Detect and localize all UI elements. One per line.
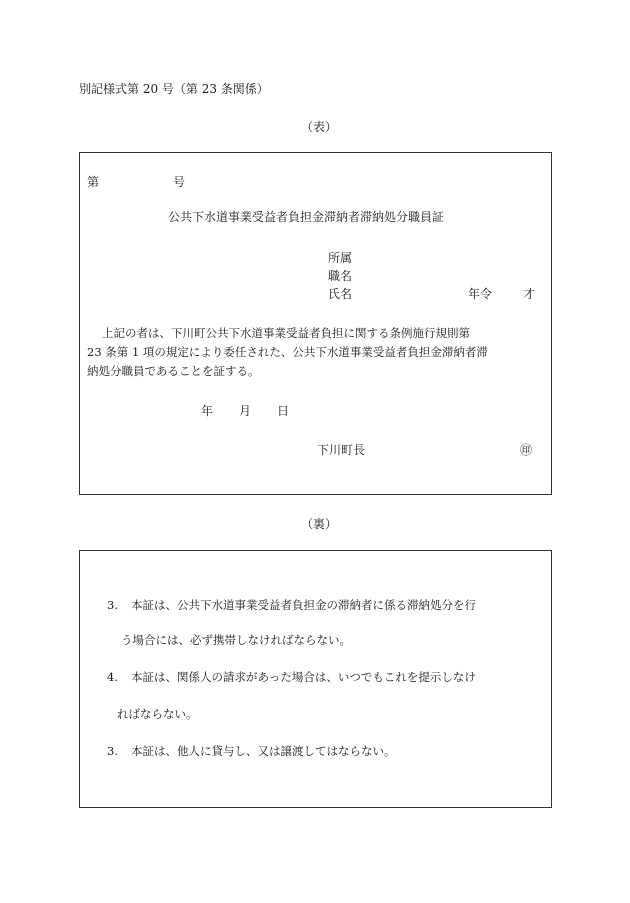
field-position: 職名 xyxy=(328,269,353,283)
field-age-sai: 才 xyxy=(523,287,536,301)
field-age-nen: 年令 xyxy=(468,287,493,301)
card-title: 公共下水道事業受益者負担金滞納者滞納処分職員証 xyxy=(168,210,445,224)
date-month: 月 xyxy=(239,404,252,418)
date-year: 年 xyxy=(201,404,214,418)
item-line: 本証は、関係人の請求があった場合は、いつでもこれを提示しなけ xyxy=(131,670,476,684)
item-line: う場合には、必ず携帯しなければならない。 xyxy=(121,633,351,647)
body-line-1: 上記の者は、下川町公共下水道事業受益者負担に関する条例施行規則第 xyxy=(102,326,470,340)
body-line-2: 23 条第 1 項の規定により委任された、公共下水道事業受益者負担金滞納者滞 xyxy=(87,345,488,359)
item-number: 4. xyxy=(107,670,118,684)
body-line-3: 納処分職員であることを証する。 xyxy=(87,364,260,378)
item-number: 3. xyxy=(107,744,118,758)
back-section-label: （裏） xyxy=(301,517,338,531)
form-label: 別記様式第 20 号（第 23 条関係） xyxy=(79,82,269,96)
item-line: 本証は、公共下水道事業受益者負担金の滞納者に係る滞納処分を行 xyxy=(131,598,476,612)
front-card xyxy=(79,152,552,495)
field-name: 氏名 xyxy=(328,287,353,301)
number-go: 号 xyxy=(173,175,186,189)
back-card xyxy=(79,550,552,808)
front-section-label: （表） xyxy=(301,120,338,134)
number-dai: 第 xyxy=(87,175,100,189)
date-day: 日 xyxy=(277,404,290,418)
item-line: ればならない。 xyxy=(117,707,198,721)
issuer: 下川町長 xyxy=(317,443,366,457)
item-number: 3. xyxy=(107,598,118,612)
field-affiliation: 所属 xyxy=(328,251,353,265)
seal-mark: ㊞ xyxy=(520,443,533,457)
item-line: 本証は、他人に貸与し、又は譲渡してはならない。 xyxy=(131,744,396,758)
